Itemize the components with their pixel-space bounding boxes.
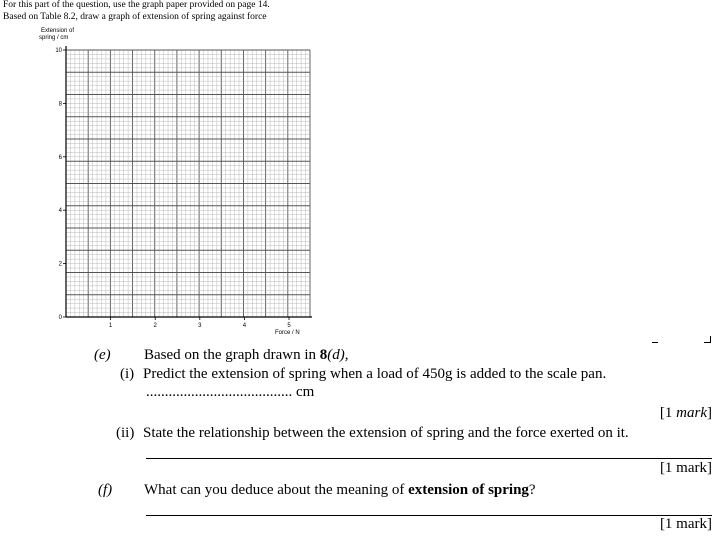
x-tick-label: 3 bbox=[198, 323, 202, 329]
bracket-mark-left bbox=[652, 336, 658, 343]
part-e-ref-letter: (d), bbox=[327, 347, 349, 363]
y-tick-label: 10 bbox=[55, 48, 62, 54]
y-tick-label: 4 bbox=[58, 208, 62, 215]
y-tick-label: 0 bbox=[58, 315, 62, 321]
part-f-text-suffix: ? bbox=[528, 482, 536, 498]
y-axis-label-line-1: Extension of bbox=[41, 28, 75, 34]
mark-close: ] bbox=[707, 405, 712, 421]
part-e-ii-label: (ii) bbox=[116, 425, 135, 441]
part-f-answer-line[interactable] bbox=[146, 515, 712, 516]
y-tick-label: 8 bbox=[58, 101, 62, 108]
part-e-text-prefix: Based on the graph drawn in bbox=[144, 347, 320, 363]
part-f-mark: [1 mark] bbox=[659, 516, 712, 532]
x-tick-label: 2 bbox=[153, 323, 157, 329]
part-e-i-text: Predict the extension of spring when a load of 450g is added to the scale pan. bbox=[143, 366, 607, 382]
x-tick-label: 1 bbox=[108, 323, 113, 329]
part-f-label: (f) bbox=[98, 482, 113, 498]
bracket-mark-right bbox=[704, 336, 711, 343]
x-tick-label: 4 bbox=[242, 323, 247, 329]
instruction-line-1: For this part of the question, use the graph paper provided on page 14. bbox=[3, 0, 270, 10]
part-e-i-label: (i) bbox=[120, 366, 135, 382]
part-e-ii-mark: [1 mark] bbox=[659, 460, 712, 476]
mark-word: mark bbox=[676, 405, 707, 421]
y-tick-label: 2 bbox=[58, 261, 62, 268]
x-axis-label: Force / N bbox=[275, 330, 300, 336]
part-f-text-prefix: What can you deduce about the meaning of bbox=[144, 482, 409, 498]
part-e-i-answer-line[interactable]: ....................................... cm bbox=[146, 384, 315, 400]
y-tick-label: 6 bbox=[58, 154, 62, 161]
part-e-ii-text: State the relationship between the extension of spring and the force exerted on it. bbox=[143, 425, 629, 441]
part-f-text-bold: extension of spring bbox=[408, 482, 529, 498]
part-e-text bbox=[144, 347, 349, 364]
mark-open: [1 bbox=[659, 405, 677, 421]
instruction-line-2: Based on Table 8.2, draw a graph of extension of spring against force bbox=[3, 12, 267, 22]
part-e-ii-answer-line[interactable] bbox=[146, 458, 712, 459]
part-e-label: (e) bbox=[94, 347, 111, 363]
x-tick-label: 5 bbox=[287, 323, 291, 329]
y-axis-label-line-2: spring / cm bbox=[39, 35, 69, 41]
part-f-text bbox=[144, 482, 536, 499]
part-e-i-mark bbox=[660, 405, 712, 422]
part-e-ref-number: 8 bbox=[319, 347, 328, 363]
